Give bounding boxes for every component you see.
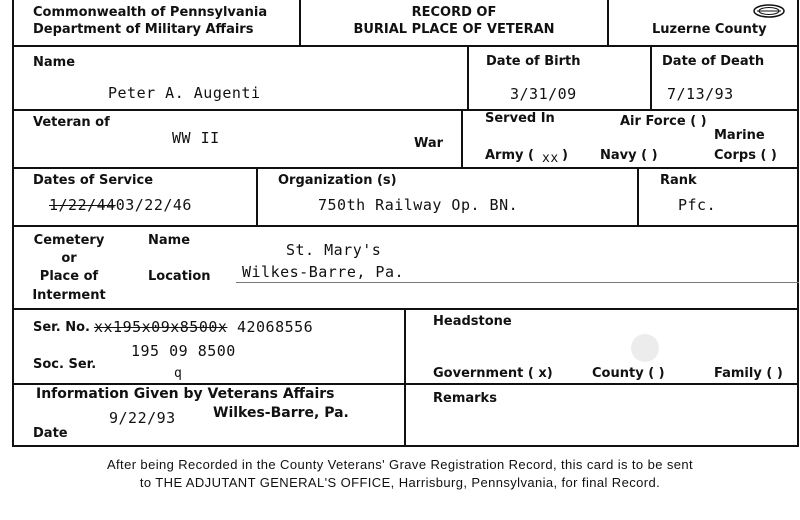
date-label: Date	[33, 426, 68, 441]
left-border	[12, 0, 14, 446]
dod-label: Date of Death	[662, 54, 765, 69]
organization-label: Organization (s)	[278, 173, 397, 188]
veteran-of-value: WW II	[172, 129, 220, 147]
cemetery-location-label: Location	[148, 269, 211, 284]
serial-struck: xx195x09x8500x	[94, 318, 228, 336]
air-force-checkbox: Air Force ( )	[620, 114, 707, 129]
numbers-sep	[404, 309, 406, 446]
army-mark: xx	[542, 151, 559, 166]
county-seal-icon	[752, 3, 786, 19]
divider-service	[12, 167, 799, 169]
cemetery-label-line-2: or	[61, 251, 77, 266]
county-checkbox: County ( )	[592, 366, 665, 381]
social-security-label: Soc. Ser.	[33, 357, 97, 372]
veteran-of-label: Veteran of	[33, 115, 110, 130]
social-security-extra: q	[174, 366, 183, 381]
agency-line-1: Commonwealth of Pennsylvania	[33, 5, 268, 20]
footer-instruction-line-2: to THE ADJUTANT GENERAL'S OFFICE, Harrisburg, Pennsylvania, for final Record.	[139, 475, 661, 490]
army-checkbox-close: )	[562, 148, 568, 163]
name-sep-2	[650, 46, 652, 110]
right-border	[797, 0, 799, 446]
divider-headstone	[405, 383, 799, 385]
agency-line-2: Department of Military Affairs	[33, 22, 254, 37]
organization-value: 750th Railway Op. BN.	[318, 196, 519, 214]
county-name: Luzerne County	[652, 22, 767, 37]
social-security-value: 195 09 8500	[131, 342, 236, 360]
divider-name	[12, 109, 799, 111]
army-checkbox-label: Army (	[485, 148, 534, 163]
dates-sep-2	[637, 168, 639, 226]
cemetery-name-value: St. Mary's	[286, 241, 382, 259]
marine-corps-line-1: Marine	[714, 128, 765, 143]
divider-dates	[12, 225, 799, 227]
divider-info-top	[12, 383, 405, 385]
information-date-value: 9/22/93	[109, 409, 176, 427]
form-title-line-2: BURIAL PLACE OF VETERAN	[353, 22, 555, 37]
dates-sep-1	[256, 168, 258, 226]
rank-label: Rank	[660, 173, 697, 188]
dates-struck: 1/22/44	[49, 196, 116, 214]
dob-label: Date of Birth	[486, 54, 581, 69]
rank-value: Pfc.	[678, 196, 717, 214]
cemetery-label-line-3: Place of	[39, 269, 99, 284]
cemetery-label-line-4: Interment	[32, 288, 106, 303]
paper-smudge	[631, 334, 659, 362]
marine-corps-checkbox: Corps ( )	[714, 148, 777, 163]
government-checkbox: Government ( x)	[433, 366, 553, 381]
footer-instruction-line-1: After being Recorded in the County Veterans' Grave Registration Record, this card is to be sent	[106, 457, 694, 472]
served-in-label: Served In	[485, 111, 555, 126]
veteran-name: Peter A. Augenti	[108, 84, 261, 102]
cemetery-name-label: Name	[148, 233, 191, 248]
service-sep	[461, 110, 463, 168]
information-given-label: Information Given by Veterans Affairs	[36, 386, 335, 402]
navy-checkbox: Navy ( )	[600, 148, 658, 163]
cemetery-label-line-1: Cemetery	[33, 233, 105, 248]
dates-of-service-value	[49, 197, 192, 214]
name-label: Name	[33, 55, 76, 70]
dod-value: 7/13/93	[667, 85, 734, 103]
serial-number-value	[94, 319, 313, 336]
name-sep-1	[467, 46, 469, 110]
dates-of-service-label: Dates of Service	[33, 173, 154, 188]
cemetery-location-value: Wilkes-Barre, Pa.	[242, 263, 405, 281]
headstone-label: Headstone	[433, 314, 512, 329]
divider-header	[12, 45, 799, 47]
remarks-label: Remarks	[433, 391, 497, 406]
serial-number-label: Ser. No.	[33, 320, 90, 335]
war-label: War	[414, 136, 444, 151]
form-title-line-1: RECORD OF	[411, 5, 497, 20]
header-sep-2	[607, 0, 609, 46]
information-location: Wilkes-Barre, Pa.	[213, 405, 349, 421]
family-checkbox: Family ( )	[714, 366, 783, 381]
location-underline	[236, 282, 799, 283]
serial-corrected: 42068556	[236, 318, 314, 336]
dates-corrected: 03/22/46	[115, 196, 192, 214]
dob-value: 3/31/09	[510, 85, 577, 103]
